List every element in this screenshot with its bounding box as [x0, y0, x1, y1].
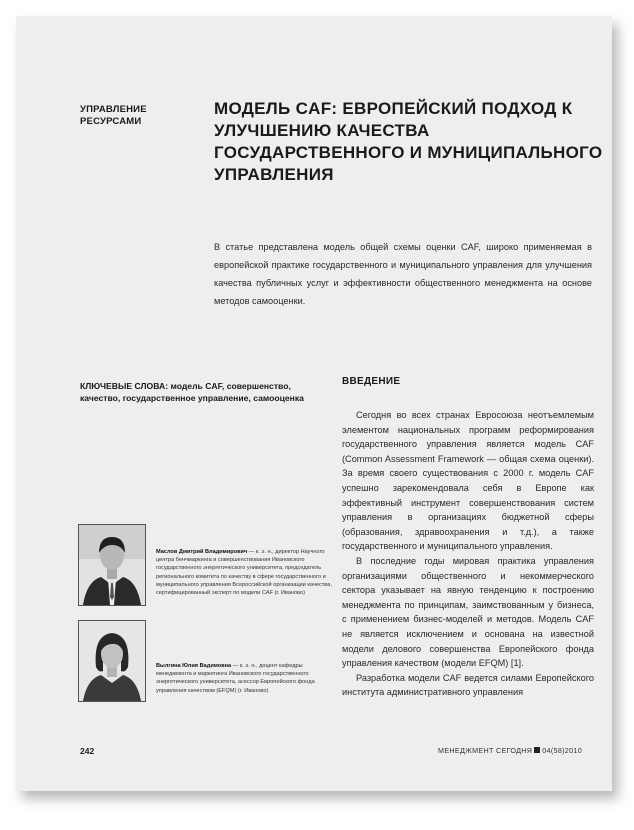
- introduction-body: [342, 408, 594, 700]
- keywords: КЛЮЧЕВЫЕ СЛОВА: модель CAF, совершенство, качество, государственное управление, самооценка: [80, 381, 304, 403]
- journal-issue: 04(58)2010: [542, 746, 582, 755]
- author-name-2: Вылгина Юлия Вадимовна: [156, 663, 232, 669]
- journal-footer: [438, 746, 582, 755]
- author-card-1: [78, 524, 338, 606]
- introduction-paragraph-1: Сегодня во всех странах Евросоюза неотъемлемым элементом национальных программ реформирования государственного управления является модель CAF (Common Assessment Framework — общая схема оценки). За время своего существования с 2000 г. модель CAF успешно зарекомендовала себя в Европе как эффективный инструмент совершенствования систем управления в организациях бюджетной сферы (образования, здравоохранения и т.д.), а также государственного и муниципального управления.: [342, 410, 594, 552]
- section-label-line2: РЕСУРСАМИ: [80, 116, 142, 127]
- author-bio-2: [156, 662, 338, 695]
- journal-page: [16, 16, 612, 791]
- section-label: [80, 104, 200, 128]
- author-photo-2: [78, 620, 146, 702]
- introduction-paragraph-2: В последние годы мировая практика управления организациями общественного и некоммерческого сектора указывает на явную тенденцию к построению менеджмента по принципам, заимствованным у бизнеса, с применением бизнес-моделей и методов. Модель CAF не является исключением и основана на известной модели делового совершенства Европейского фонда управления качеством (модели EFQM) [1].: [342, 555, 594, 669]
- introduction-paragraph-3: Разработка модели CAF ведется силами Европейского института административного управления: [342, 672, 594, 698]
- author-description-1: — к. э. н., директор Научного центра бенчмаркинга и совершенствования Ивановского государственного энергетического университета, председатель регионального комитета по качеству в сфере государственного и муниципального управления Всероссийской организации качества, сертифицированный эксперт по модели CAF (г. Иваново): [156, 549, 332, 597]
- author-photo-1: [78, 524, 146, 606]
- page-number: 242: [80, 746, 95, 756]
- author-card-2: [78, 620, 338, 702]
- article-title: МОДЕЛЬ CAF: ЕВРОПЕЙСКИЙ ПОДХОД К УЛУЧШЕНИЮ КАЧЕСТВА ГОСУДАРСТВЕННОГО И МУНИЦИПАЛЬНОГО УПРАВЛЕНИЯ: [214, 99, 603, 184]
- author-description-2: — к. э. н., доцент кафедры менеджмента и маркетинга Ивановского государственного энергетического университета, асессор Европейского фонда управления качеством (EFQM) (г. Иваново): [156, 663, 315, 694]
- author-name-1: Маслов Дмитрий Владимирович: [156, 549, 248, 555]
- journal-name: МЕНЕДЖМЕНТ СЕГОДНЯ: [438, 746, 533, 755]
- article-abstract: В статье представлена модель общей схемы оценки CAF, широко применяемая в европейской практике государственного и муниципального управления для улучшения качества публичных услуг и эффективности общественного менеджмента на основе методов самооценки.: [214, 242, 592, 306]
- section-label-line1: УПРАВЛЕНИЕ: [80, 104, 147, 115]
- author-bio-1: [156, 548, 338, 597]
- introduction-heading: ВВЕДЕНИЕ: [342, 376, 401, 387]
- square-bullet-icon: [534, 747, 540, 753]
